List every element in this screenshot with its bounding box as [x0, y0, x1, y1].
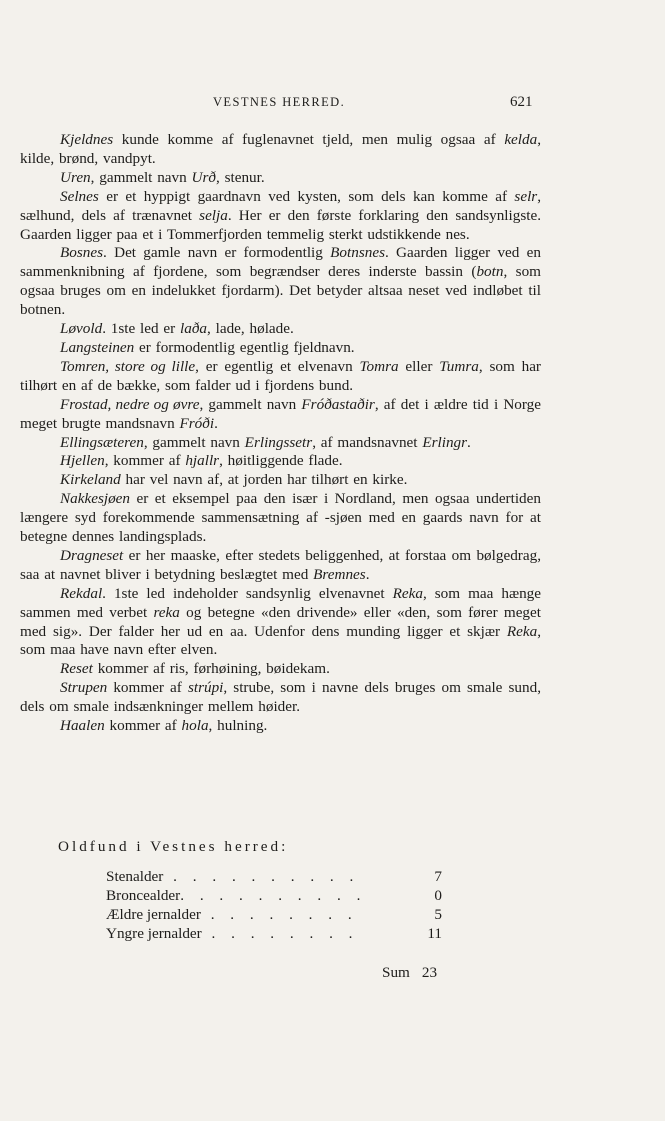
leader-dots: . . . . . . . . . . [163, 868, 360, 885]
table-row [106, 924, 442, 943]
row-label: Ældre jernalder [106, 906, 201, 923]
row-value: 0 [434, 887, 442, 904]
paragraph: Løvold. 1ste led er laða, lade, hølade. [60, 320, 294, 338]
row-label: Yngre jernalder [106, 925, 202, 942]
paragraph: Ellingsæteren, gammelt navn Erlingssetr, af mandsnavnet Erlingr. [60, 433, 471, 451]
running-header [0, 95, 665, 115]
paragraph: Kirkeland har vel navn af, at jorden har tilhørt en kirke. [60, 471, 408, 489]
paragraph: Rekdal. 1ste led indeholder sandsynlig elvenavnet Reka, som maa hænge sammen med verbet reka og betegne «den drivende» eller «den, som fører meget med sig». Der falder her ud en aa. Udenfor dens munding ligger et skjær Reka, som maa have navn efter elven. [20, 584, 542, 659]
row-value: 7 [434, 868, 442, 885]
page-title: VESTNES HERRED. [213, 95, 346, 109]
paragraph: Frostad, nedre og øvre, gammelt navn Fróðastaðir, af det i ældre tid i Norge meget brugte mandsnavn Fróði. [20, 395, 541, 432]
table-row [106, 867, 442, 886]
table-row [106, 886, 442, 905]
paragraph: Strupen kommer af strúpi, strube, som i navne dels bruges om smale sund, dels om smale indsænkninger mellem høider. [20, 679, 541, 716]
sum-label: Sum [382, 964, 410, 981]
sum-value: 23 [421, 964, 438, 981]
sum-line [382, 964, 437, 982]
row-value: 11 [427, 925, 442, 942]
leader-dots: . . . . . . . . . . [180, 887, 367, 904]
paragraph: Tomren, store og lille, er egentlig et elvenavn Tomra eller Tumra, som har tilhørt en af de bække, som falder ud i fjordens bund. [20, 357, 541, 394]
leader-dots: . . . . . . . . [200, 906, 358, 923]
paragraph: Selnes er et hyppigt gaardnavn ved kysten, som dels kan komme af selr, sælhund, dels af trænavnet selja. Her er den første forklaring den sandsynligste. Gaarden ligger paa et i Tommerfjorden temmelig sterkt udstikkende nes. [20, 187, 541, 243]
body-text [20, 131, 541, 736]
paragraph: Bosnes. Det gamle navn er formodentlig Botnsnes. Gaarden ligger ved en sammenknibning af fjordene, som begrændser deres inderste bassin (botn, som ogsaa bruges om en indelukket fjordarm). Det betyder altsaa neset ved indløbet til botnen. [20, 244, 542, 319]
paragraph: Uren, gammelt navn Urð, stenur. [60, 168, 265, 186]
leader-dots: . . . . . . . . [201, 925, 359, 942]
oldfund-heading: Oldfund i Vestnes herred: [58, 838, 289, 855]
paragraph: Kjeldnes kunde komme af fuglenavnet tjeld, men mulig ogsaa af kelda, kilde, brønd, vandpyt. [20, 131, 541, 167]
table-row [106, 905, 442, 924]
paragraph: Nakkesjøen er et eksempel paa den især i Nordland, men ogsaa undertiden længere syd forekommende sammensætning af -sjøen med en gaards navn for at betegne dennes landingsplads. [20, 490, 541, 546]
paragraph: Reset kommer af ris, førhøining, bøidekam. [60, 660, 330, 678]
paragraph: Dragneset er her maaske, efter stedets beliggenhed, at forstaa om bølgedrag, saa at navnet bliver i betydning beslægtet med Bremnes. [20, 546, 541, 583]
oldfund-table [106, 867, 442, 943]
page-number: 621 [510, 94, 533, 110]
paragraph: Hjellen, kommer af hjallr, høitliggende flade. [60, 452, 343, 470]
paragraph: Haalen kommer af hola, hulning. [60, 717, 268, 735]
row-label: Broncealder [106, 887, 181, 904]
paragraph: Langsteinen er formodentlig egentlig fjeldnavn. [60, 338, 355, 356]
row-value: 5 [434, 906, 442, 923]
row-label: Stenalder [106, 868, 164, 885]
